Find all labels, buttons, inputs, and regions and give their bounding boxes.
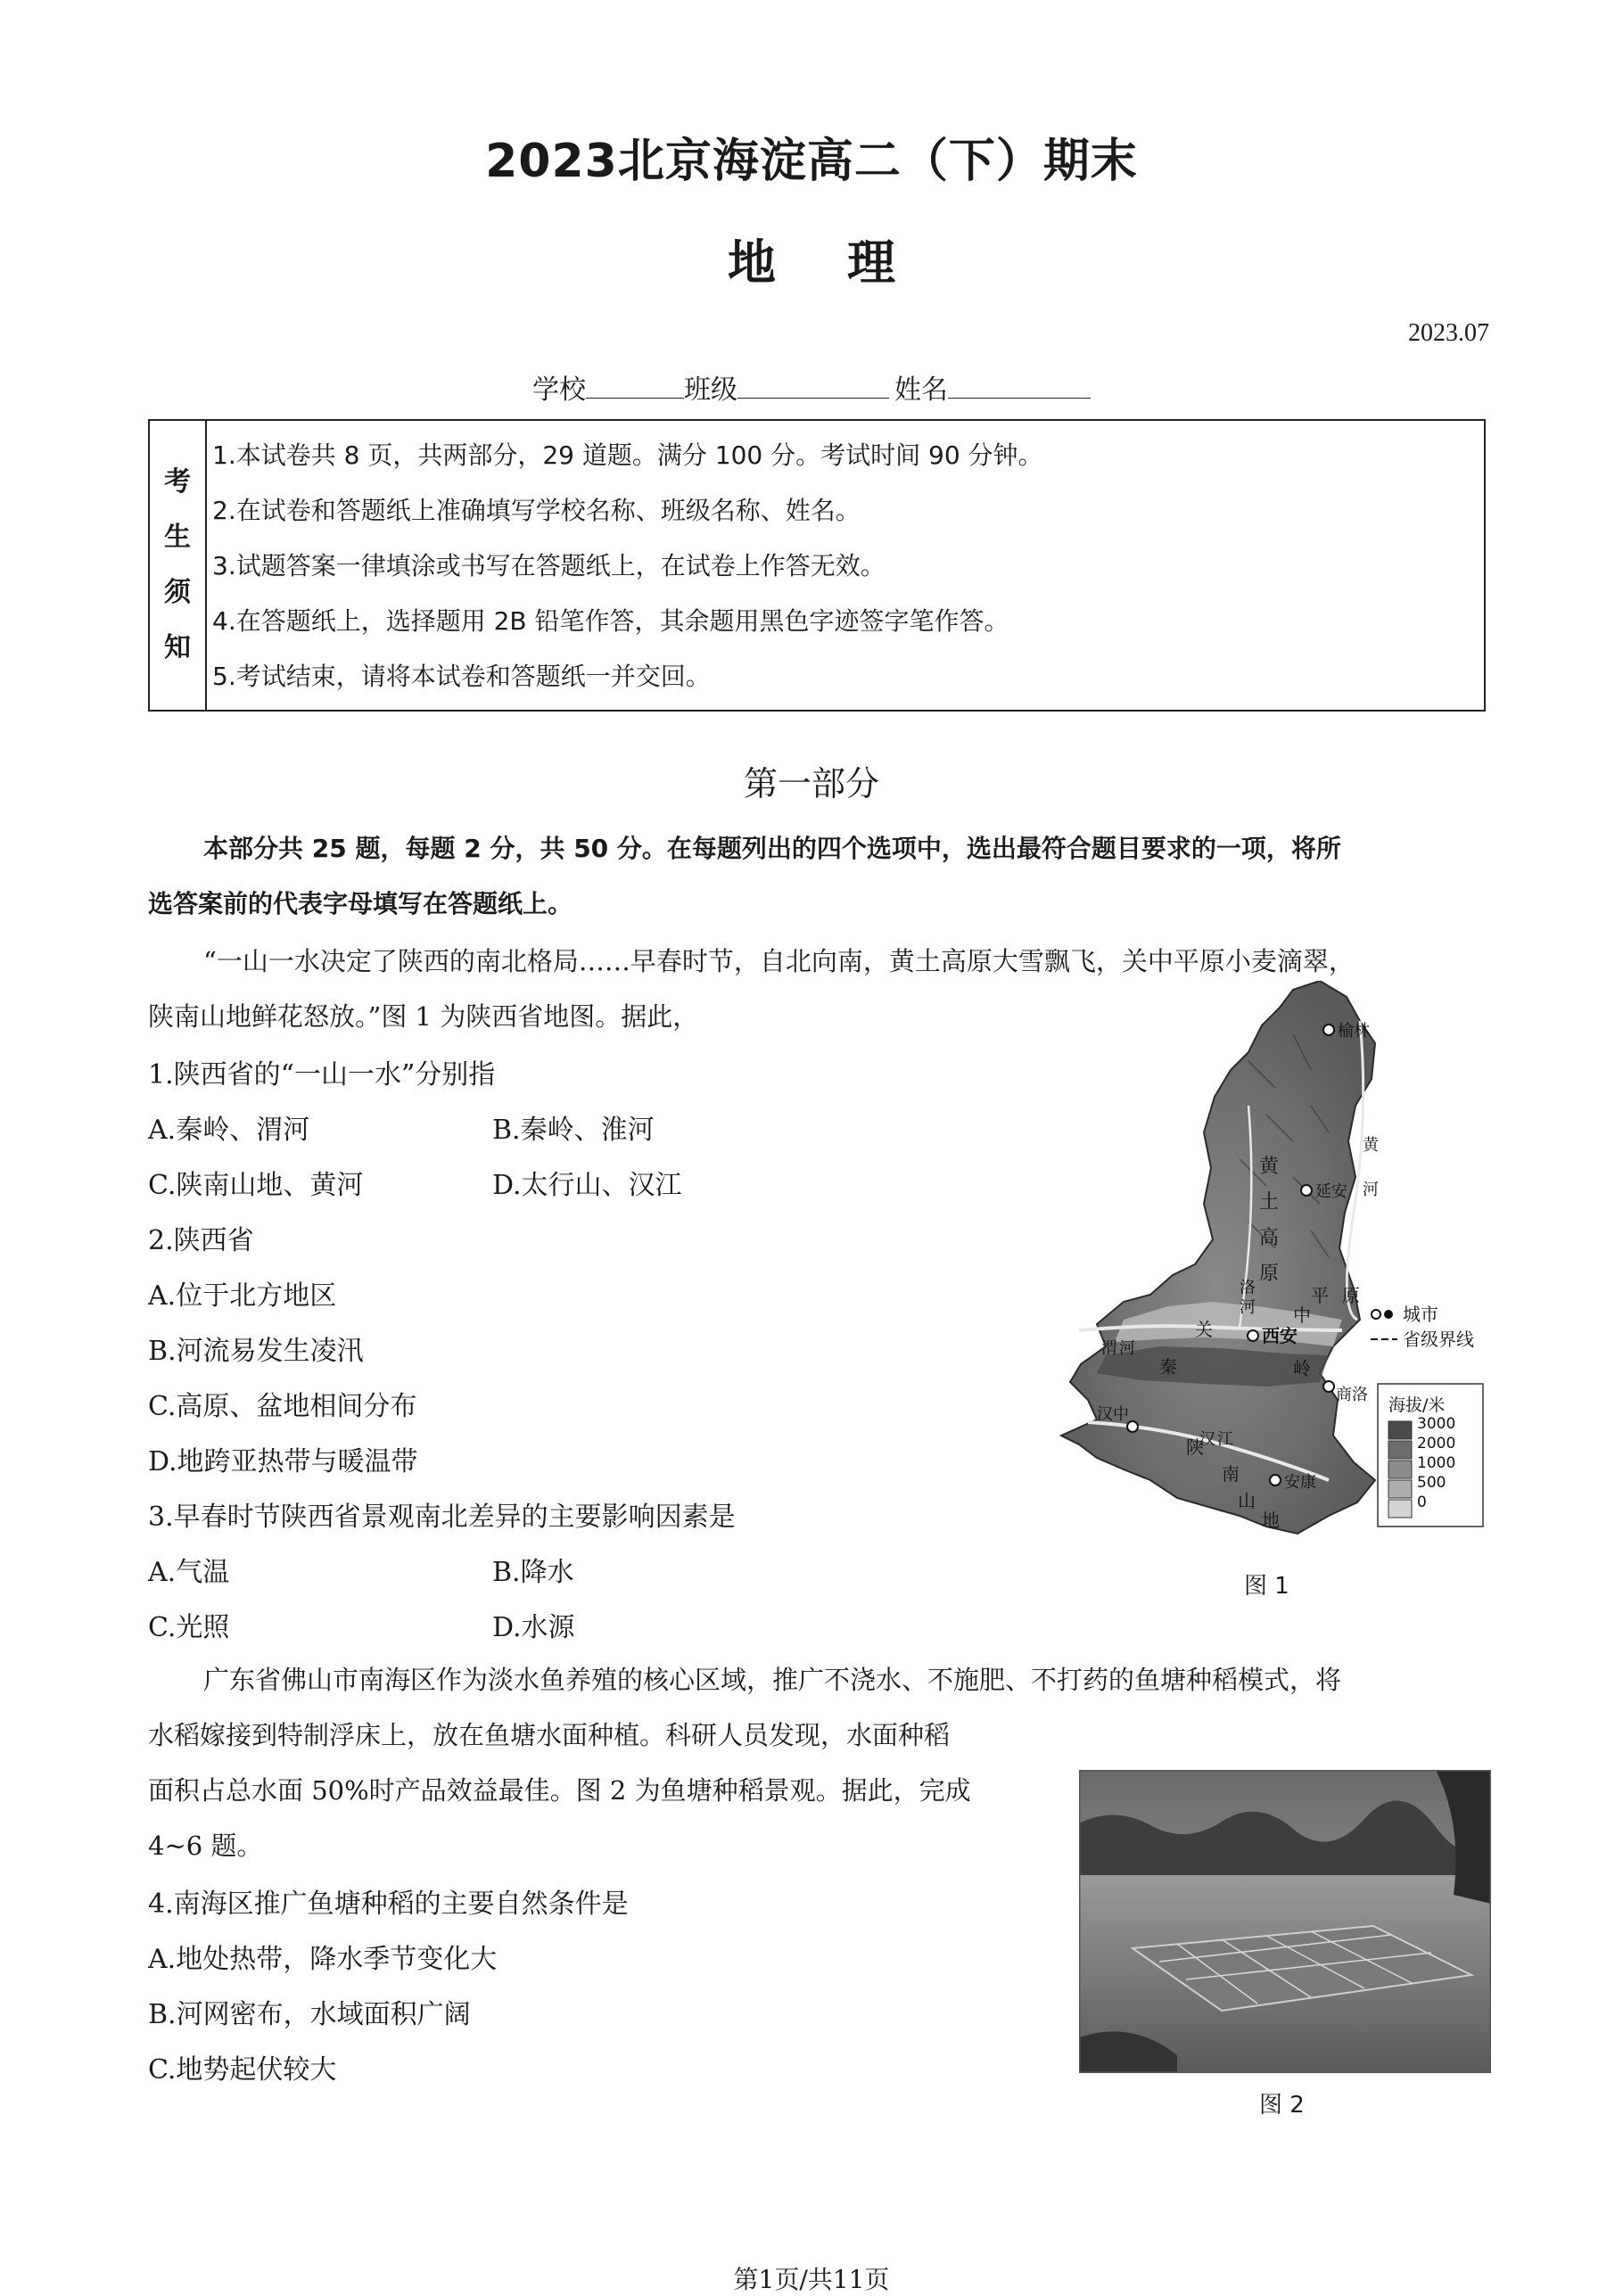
river-label: 渭 xyxy=(1101,1339,1117,1358)
school-label: 学校 xyxy=(532,374,586,406)
river-label: 黄 xyxy=(1363,1136,1379,1155)
passage2-line1: 广东省佛山市南海区作为淡水鱼养殖的核心区域，推广不浇水、不施肥、不打药的鱼塘种稻模式，将 xyxy=(203,1665,1342,1695)
name-label: 姓名 xyxy=(894,374,948,406)
terrain-label: 南 xyxy=(1222,1463,1240,1485)
city-label-yanan: 延安 xyxy=(1315,1182,1347,1201)
passage2-line3: 面积占总水面 50%时产品效益最佳。图 2 为鱼塘种稻景观。据此，完成 xyxy=(148,1775,971,1806)
exam-date: 2023.07 xyxy=(1408,319,1489,347)
terrain-label: 中 xyxy=(1293,1304,1311,1326)
elevation-swatch xyxy=(1388,1461,1412,1478)
question-3-option-c[interactable]: C.光照 xyxy=(148,1612,230,1643)
question-4-option-c[interactable]: C.地势起伏较大 xyxy=(148,2054,337,2086)
notice-rule: 5.考试结束，请将本试卷和答题纸一并交回。 xyxy=(212,662,711,691)
terrain-label: 秦 xyxy=(1159,1356,1177,1378)
elevation-level-label: 3000 xyxy=(1417,1415,1456,1433)
notice-rule: 1.本试卷共 8 页，共两部分，29 道题。满分 100 分。考试时间 90 分钟。 xyxy=(212,440,1043,470)
terrain-label: 岭 xyxy=(1293,1358,1311,1379)
city-marker-yulin xyxy=(1323,1025,1334,1035)
terrain-label: 陕 xyxy=(1186,1436,1204,1458)
question-2-stem: 2.陕西省 xyxy=(148,1225,254,1256)
notice-side-char: 生 xyxy=(164,522,191,553)
class-blank[interactable] xyxy=(737,371,889,399)
elevation-level-label: 2000 xyxy=(1417,1435,1456,1452)
legend-city-icon xyxy=(1384,1310,1393,1319)
notice-rule: 4.在答题纸上，选择题用 2B 铅笔作答，其余题用黑色字迹签字笔作答。 xyxy=(212,606,1009,636)
passage2-line4: 4~6 题。 xyxy=(148,1831,263,1861)
notice-rules xyxy=(206,420,1485,711)
question-1-stem: 1.陕西省的“一山一水”分别指 xyxy=(148,1059,496,1090)
river-label: 河 xyxy=(1119,1339,1135,1358)
question-1-option-b[interactable]: B.秦岭、淮河 xyxy=(492,1115,655,1146)
elevation-legend-title: 海拔/米 xyxy=(1388,1395,1446,1415)
river-label: 汉 xyxy=(1199,1430,1215,1449)
legend-city-icon xyxy=(1372,1310,1380,1319)
passage2-line2: 水稻嫁接到特制浮床上，放在鱼塘水面种植。科研人员发现，水面种稻 xyxy=(148,1720,951,1750)
figure1-caption: 图 1 xyxy=(1244,1573,1289,1600)
exam-title: 2023北京海淀高二（下）期末 xyxy=(485,135,1138,188)
elevation-level-label: 0 xyxy=(1417,1494,1427,1511)
terrain-label: 原 xyxy=(1342,1285,1360,1306)
question-3-stem: 3.早春时节陕西省景观南北差异的主要影响因素是 xyxy=(148,1502,736,1533)
question-4-option-b[interactable]: B.河网密布，水域面积广阔 xyxy=(148,1999,471,2030)
notice-side-char: 须 xyxy=(164,577,191,608)
figure2-caption: 图 2 xyxy=(1259,2092,1305,2119)
legend-city-label: 城市 xyxy=(1403,1304,1438,1325)
river-label: 江 xyxy=(1217,1430,1233,1449)
city-marker-xian xyxy=(1248,1330,1258,1341)
city-label-xian: 西安 xyxy=(1262,1325,1298,1346)
elevation-swatch xyxy=(1388,1480,1412,1498)
question-1-option-a[interactable]: A.秦岭、渭河 xyxy=(148,1115,310,1146)
city-marker-ankang xyxy=(1270,1475,1281,1485)
question-4-stem: 4.南海区推广鱼塘种稻的主要自然条件是 xyxy=(148,1889,629,1920)
city-marker-shangluo xyxy=(1323,1381,1334,1392)
notice-side-label xyxy=(149,420,206,711)
terrain-label: 关 xyxy=(1195,1319,1213,1340)
terrain-label: 高 xyxy=(1259,1227,1280,1249)
question-1-option-d[interactable]: D.太行山、汉江 xyxy=(492,1170,682,1201)
elevation-level-label: 500 xyxy=(1417,1474,1446,1492)
elevation-swatch xyxy=(1388,1441,1412,1459)
figure2-photo xyxy=(1079,1770,1491,2073)
question-3-option-a[interactable]: A.气温 xyxy=(148,1557,230,1588)
question-2-option-c[interactable]: C.高原、盆地相间分布 xyxy=(148,1391,417,1422)
figure1-legend xyxy=(1369,1302,1494,1534)
notice-side-char: 考 xyxy=(164,466,191,498)
notice-side-char: 知 xyxy=(164,632,191,663)
question-1-option-c[interactable]: C.陕南山地、黄河 xyxy=(148,1170,364,1201)
subject-title: 地理 xyxy=(728,235,967,291)
terrain-label: 原 xyxy=(1259,1263,1280,1285)
terrain-label: 山 xyxy=(1238,1490,1256,1511)
river-label: 河 xyxy=(1363,1181,1379,1199)
river-label: 洛 xyxy=(1240,1279,1256,1297)
question-3-option-b[interactable]: B.降水 xyxy=(492,1557,574,1588)
part1-instructions-1: 本部分共 25 题，每题 2 分，共 50 分。在每题列出的四个选项中，选出最符合题目要求的一项，将所 xyxy=(203,834,1341,863)
terrain-label: 地 xyxy=(1262,1510,1280,1531)
question-3-option-d[interactable]: D.水源 xyxy=(492,1612,575,1643)
city-label-yulin: 榆林 xyxy=(1338,1022,1370,1041)
city-label-hanzhong: 汉中 xyxy=(1097,1405,1129,1424)
question-2-option-a[interactable]: A.位于北方地区 xyxy=(148,1280,337,1312)
elevation-swatch xyxy=(1388,1500,1412,1518)
terrain-label: 土 xyxy=(1259,1191,1280,1214)
city-marker-yanan xyxy=(1301,1185,1312,1196)
city-label-ankang: 安康 xyxy=(1284,1473,1316,1492)
notice-rule: 3.试题答案一律填涂或书写在答题纸上，在试卷上作答无效。 xyxy=(212,551,886,580)
part1-instructions-2: 选答案前的代表字母填写在答题纸上。 xyxy=(148,889,573,918)
school-blank[interactable] xyxy=(586,371,684,399)
question-2-option-d[interactable]: D.地跨亚热带与暖温带 xyxy=(148,1446,418,1477)
passage1-line2: 陕南山地鲜花怒放。”图 1 为陕西省地图。据此， xyxy=(148,1001,699,1032)
notice-table xyxy=(148,419,1486,712)
city-label-shangluo: 商洛 xyxy=(1336,1386,1368,1404)
elevation-level-label: 1000 xyxy=(1417,1454,1456,1472)
terrain-label: 黄 xyxy=(1259,1156,1280,1178)
terrain-label: 平 xyxy=(1311,1285,1329,1306)
part1-heading: 第一部分 xyxy=(743,764,879,803)
question-2-option-b[interactable]: B.河流易发生凌汛 xyxy=(148,1336,364,1367)
class-label: 班级 xyxy=(684,374,737,406)
question-4-option-a[interactable]: A.地处热带，降水季节变化大 xyxy=(148,1944,498,1975)
river-label: 河 xyxy=(1240,1298,1256,1317)
legend-boundary-label: 省级界线 xyxy=(1403,1329,1474,1350)
name-blank[interactable] xyxy=(948,371,1091,399)
notice-rule: 2.在试卷和答题纸上准确填写学校名称、班级名称、姓名。 xyxy=(212,496,861,525)
passage1-line1: “一山一水决定了陕西的南北格局……早春时节，自北向南，黄土高原大雪飘飞，关中平原小麦滴翠， xyxy=(203,946,1355,976)
elevation-swatch xyxy=(1388,1421,1412,1439)
elevation-swatches xyxy=(1388,1415,1455,1518)
student-info-line xyxy=(0,367,1623,407)
page-number: 第1页/共11页 xyxy=(733,2265,890,2294)
